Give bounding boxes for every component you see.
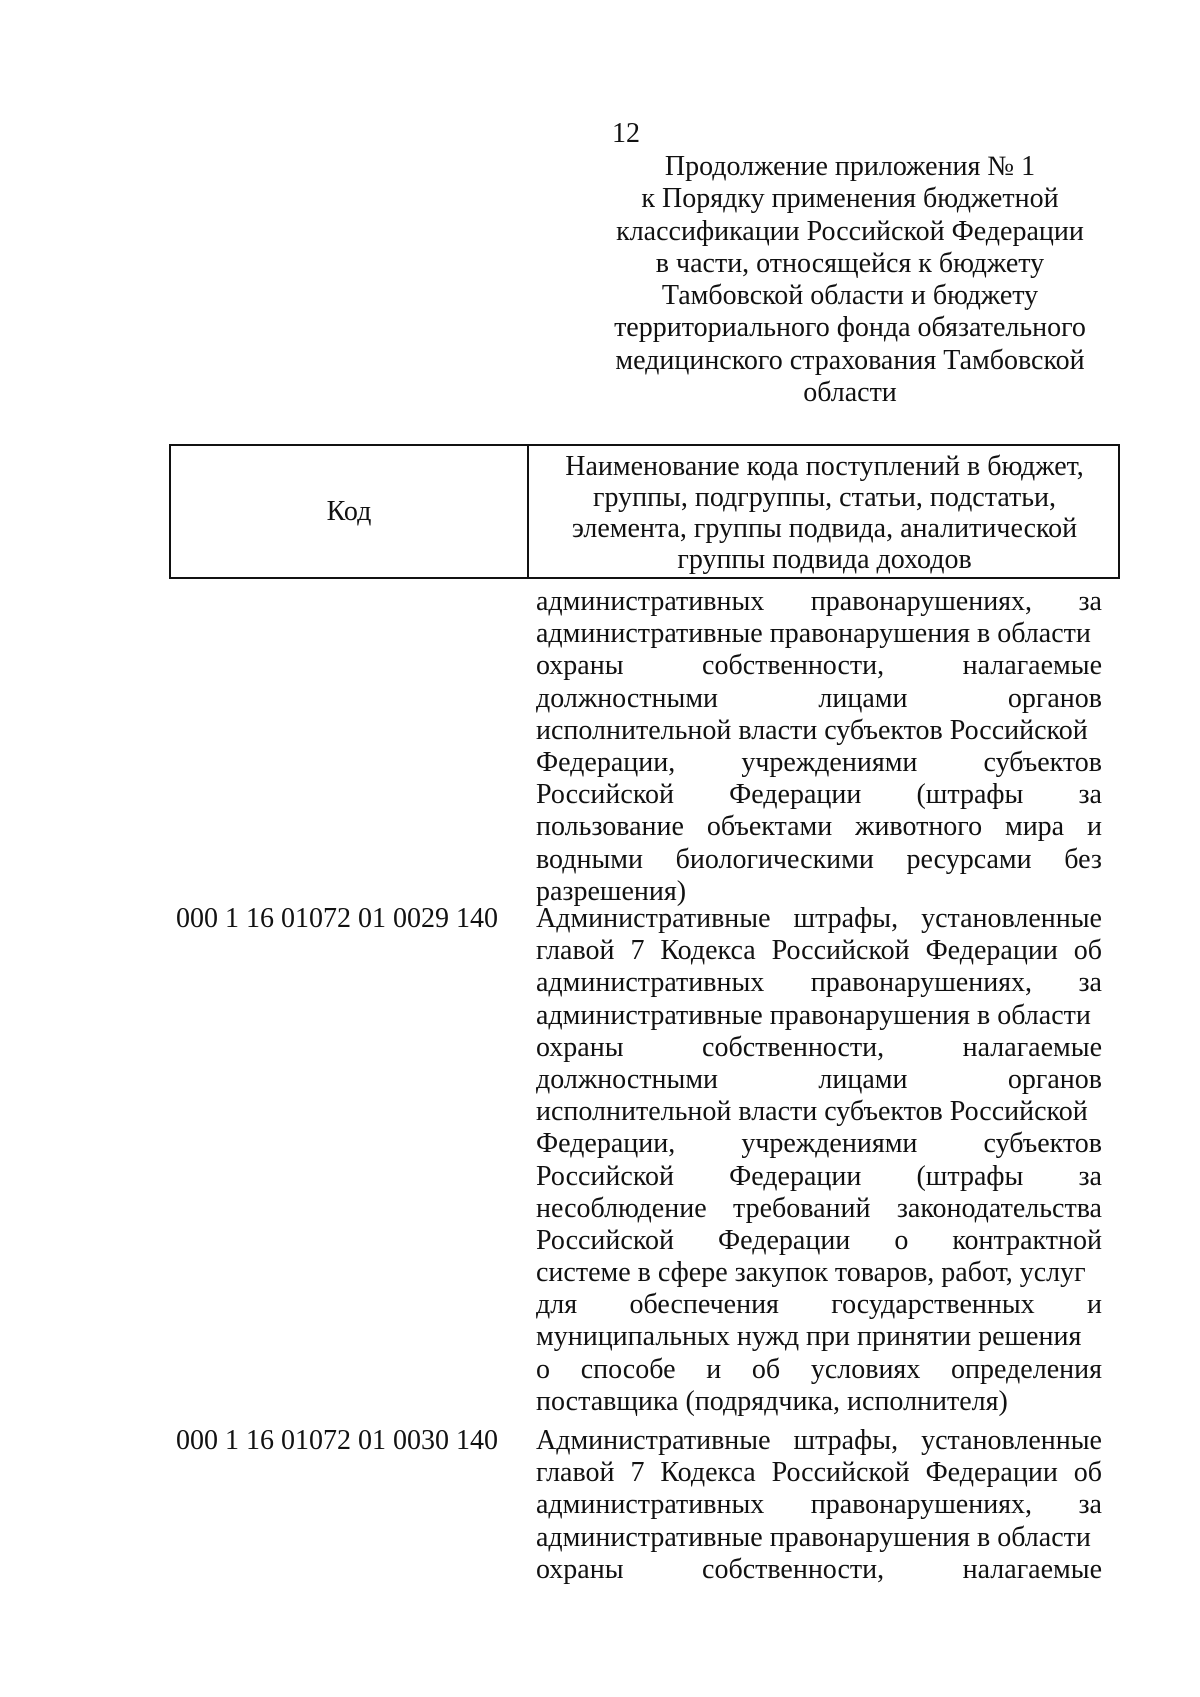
- description-word: пользование: [536, 811, 684, 843]
- description-line: [536, 1193, 1102, 1225]
- description-word: административные правонарушения в области: [536, 1521, 1091, 1553]
- appendix-header: [600, 151, 1100, 409]
- description-word: Федерации,: [536, 746, 676, 778]
- description-word: охраны: [536, 1031, 624, 1063]
- description-word: Российской: [536, 1160, 674, 1192]
- description-line: [536, 715, 1102, 747]
- description-word: и: [1086, 811, 1102, 843]
- row-code: 000 1 16 01072 01 0029 140: [176, 903, 498, 934]
- description-word: главой: [536, 935, 615, 967]
- row-description: [536, 1425, 1102, 1586]
- description-word: штрафы,: [793, 903, 899, 934]
- description-word: Федерации: [729, 779, 862, 811]
- description-line: [536, 1289, 1102, 1321]
- description-word: об: [1073, 1457, 1102, 1489]
- row-description-continued: [536, 586, 1102, 908]
- description-word: обеспечения: [629, 1289, 779, 1321]
- row-description: [536, 903, 1102, 1418]
- description-word: административные правонарушения в области: [536, 618, 1091, 650]
- description-line: [536, 1064, 1102, 1096]
- description-word: контрактной: [952, 1224, 1102, 1256]
- appendix-header-line: в части, относящейся к бюджету: [655, 247, 1045, 279]
- description-line: [536, 903, 1102, 935]
- description-word: Федерации,: [536, 1128, 676, 1160]
- description-line: [536, 1225, 1102, 1257]
- description-word: исполнительной власти субъектов Российской: [536, 1096, 1088, 1128]
- description-word: определения: [951, 1353, 1102, 1385]
- description-word: (штрафы: [916, 779, 1024, 811]
- column-header-name-line: Наименование кода поступлений в бюджет,: [565, 451, 1084, 482]
- appendix-header-line: медицинского страхования Тамбовской: [615, 344, 1085, 376]
- description-line: [536, 1257, 1102, 1289]
- appendix-header-line: области: [803, 377, 897, 409]
- description-word: о: [536, 1353, 550, 1385]
- description-line: [536, 586, 1102, 618]
- description-line: [536, 1096, 1102, 1128]
- description-word: 7: [630, 935, 645, 967]
- description-line: [536, 1554, 1102, 1586]
- row-code: 000 1 16 01072 01 0030 140: [176, 1425, 498, 1456]
- description-line: [536, 1489, 1102, 1521]
- description-word: Российской: [771, 935, 910, 967]
- description-line: [536, 1386, 1102, 1418]
- description-word: Федерации: [925, 1457, 1058, 1489]
- description-word: правонарушениях,: [810, 1489, 1033, 1521]
- description-word: собственности,: [702, 650, 885, 682]
- appendix-header-line: Тамбовской области и бюджету: [661, 280, 1039, 312]
- description-word: штрафы,: [793, 1425, 899, 1456]
- description-word: установленные: [921, 903, 1102, 934]
- description-word: установленные: [921, 1425, 1102, 1456]
- column-header-name-line: группы подвида доходов: [677, 544, 972, 575]
- description-word: собственности,: [702, 1031, 885, 1063]
- description-line: [536, 1032, 1102, 1064]
- description-word: собственности,: [702, 1553, 885, 1585]
- description-word: законодательства: [896, 1192, 1102, 1224]
- description-word: должностными: [536, 1063, 719, 1095]
- description-word: государственных: [831, 1289, 1035, 1321]
- description-line: [536, 1128, 1102, 1160]
- description-word: водными: [536, 843, 643, 875]
- description-word: Российской: [536, 779, 674, 811]
- description-word: поставщика (подрядчика, исполнителя): [536, 1385, 1008, 1417]
- description-word: субъектов: [983, 1128, 1102, 1160]
- description-word: Кодекса: [660, 1457, 756, 1489]
- description-word: несоблюдение: [536, 1192, 707, 1224]
- description-word: административных: [536, 967, 765, 999]
- table-header: [169, 444, 1120, 579]
- description-line: [536, 1354, 1102, 1386]
- description-word: Федерации: [729, 1160, 862, 1192]
- description-word: административных: [536, 1489, 765, 1521]
- description-word: Федерации: [718, 1224, 851, 1256]
- appendix-header-line: территориального фонда обязательного: [614, 312, 1086, 344]
- description-word: главой: [536, 1457, 615, 1489]
- description-word: органов: [1007, 1063, 1102, 1095]
- description-word: для: [536, 1289, 578, 1321]
- description-word: без: [1064, 843, 1102, 875]
- appendix-header-line: классификации Российской Федерации: [616, 215, 1084, 247]
- column-header-name: [529, 451, 1120, 575]
- appendix-header-line: к Порядку применения бюджетной: [641, 183, 1059, 215]
- description-word: биологическими: [675, 843, 874, 875]
- column-header-name-line: элемента, группы подвида, аналитической: [571, 513, 1078, 544]
- description-word: субъектов: [983, 746, 1102, 778]
- description-word: 7: [630, 1457, 645, 1489]
- description-word: налагаемые: [962, 1553, 1102, 1585]
- description-word: и: [706, 1353, 722, 1385]
- page-number: 12: [612, 118, 640, 149]
- description-word: охраны: [536, 650, 624, 682]
- description-line: [536, 683, 1102, 715]
- description-line: [536, 1000, 1102, 1032]
- description-word: лицами: [818, 682, 908, 714]
- description-word: способе: [580, 1353, 676, 1385]
- description-line: [536, 1522, 1102, 1554]
- description-word: об: [751, 1353, 781, 1385]
- description-word: об: [1073, 935, 1102, 967]
- description-word: разрешения): [536, 875, 687, 907]
- description-line: [536, 1161, 1102, 1193]
- column-header-name-line: группы, подгруппы, статьи, подстатьи,: [592, 482, 1057, 513]
- description-word: о: [894, 1224, 909, 1256]
- description-word: исполнительной власти субъектов Российской: [536, 714, 1088, 746]
- description-line: [536, 1425, 1102, 1457]
- description-word: Российской: [536, 1224, 674, 1256]
- description-line: [536, 1457, 1102, 1489]
- description-word: мира: [1004, 811, 1065, 843]
- description-line: [536, 811, 1102, 843]
- description-word: правонарушениях,: [810, 586, 1033, 617]
- description-word: Российской: [771, 1457, 910, 1489]
- description-word: объектами: [706, 811, 833, 843]
- description-word: Административные: [536, 1425, 771, 1456]
- description-line: [536, 1321, 1102, 1353]
- description-word: животного: [855, 811, 983, 843]
- description-line: [536, 618, 1102, 650]
- description-word: Административные: [536, 903, 771, 934]
- description-word: лицами: [818, 1063, 908, 1095]
- description-word: (штрафы: [916, 1160, 1024, 1192]
- description-word: за: [1078, 586, 1102, 617]
- description-word: за: [1078, 967, 1102, 999]
- description-word: требований: [732, 1192, 871, 1224]
- description-word: и: [1087, 1289, 1102, 1321]
- description-word: за: [1078, 1489, 1102, 1521]
- description-line: [536, 779, 1102, 811]
- description-word: Федерации: [925, 935, 1058, 967]
- description-line: [536, 650, 1102, 682]
- description-word: учреждениями: [741, 746, 918, 778]
- description-word: налагаемые: [962, 650, 1102, 682]
- description-word: системе в сфере закупок товаров, работ, услуг: [536, 1257, 1086, 1289]
- description-word: административных: [536, 586, 765, 617]
- description-word: Кодекса: [660, 935, 756, 967]
- description-word: за: [1078, 1160, 1102, 1192]
- description-word: охраны: [536, 1553, 624, 1585]
- description-word: учреждениями: [741, 1128, 918, 1160]
- description-line: [536, 967, 1102, 999]
- description-word: органов: [1007, 682, 1102, 714]
- description-line: [536, 935, 1102, 967]
- description-word: правонарушениях,: [810, 967, 1033, 999]
- description-word: муниципальных нужд при принятии решения: [536, 1321, 1082, 1353]
- appendix-header-line: Продолжение приложения № 1: [664, 151, 1036, 182]
- description-word: административные правонарушения в области: [536, 999, 1091, 1031]
- description-word: должностными: [536, 682, 719, 714]
- description-word: условиях: [810, 1353, 921, 1385]
- description-line: [536, 844, 1102, 876]
- column-header-code: Код: [326, 495, 372, 527]
- description-line: [536, 747, 1102, 779]
- description-word: налагаемые: [962, 1031, 1102, 1063]
- description-word: ресурсами: [906, 843, 1032, 875]
- description-word: за: [1078, 779, 1102, 811]
